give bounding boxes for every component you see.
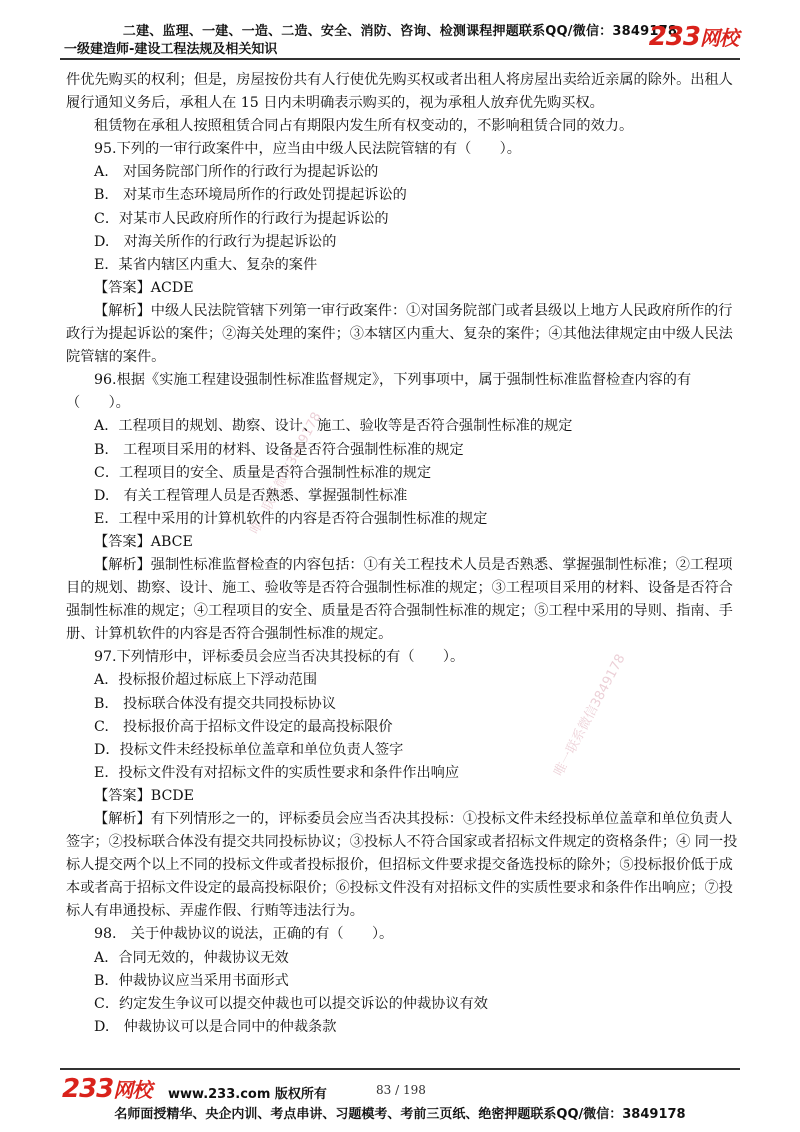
- question-stem: 98. 关于仲裁协议的说法，正确的有（ ）。: [94, 926, 394, 943]
- answer: 【答案】ACDE: [94, 279, 194, 296]
- option-d: D. 有关工程管理人员是否熟悉、掌握强制性标准: [94, 487, 408, 504]
- answer: 【答案】BCDE: [94, 787, 195, 804]
- option-d: D. 仲裁协议可以是合同中的仲裁条款: [94, 1018, 337, 1035]
- option-c: C. 投标报价高于招标文件设定的最高投标限价: [94, 718, 393, 735]
- option-e: E．某省内辖区内重大、复杂的案件: [94, 256, 318, 273]
- question-96: [66, 369, 738, 646]
- option-a: A. 对国务院部门所作的行政行为提起诉讼的: [94, 164, 379, 181]
- option-b: B. 工程项目采用的材料、设备是否符合强制性标准的规定: [94, 441, 464, 458]
- option-b: B. 对某市生态环境局所作的行政处罚提起诉讼的: [94, 187, 407, 204]
- analysis: 【解析】中级人民法院管辖下列第一审行政案件：①对国务院部门或者县级以上地方人民政府所作的行政行为提起诉讼的案件；②海关处理的案件；③本辖区内重大、复杂的案件；④其他法律规定由中级人民法院管辖的案件。: [66, 302, 733, 366]
- option-a: A．投标报价超过标底上下浮动范围: [94, 672, 318, 689]
- option-e: E．工程中采用的计算机软件的内容是否符合强制性标准的规定: [94, 510, 488, 527]
- question-stem: 97.下列情形中，评标委员会应当否决其投标的有（ ）。: [94, 649, 465, 666]
- header-subtitle: 一级建造师-建设工程法规及相关知识: [64, 42, 278, 57]
- option-b: B. 投标联合体没有提交共同投标协议: [94, 695, 336, 712]
- question-stem: 95.下列的一审行政案件中，应当由中级人民法院管辖的有（ ）。: [94, 141, 521, 158]
- header-contact-line: 二建、监理、一建、一造、二造、安全、消防、咨询、检测课程押题联系QQ/微信：3849178: [122, 24, 678, 39]
- option-d: D．投标文件未经投标单位盖章和单位负责人签字: [94, 741, 404, 758]
- footer-copyright: www.233.com 版权所有: [168, 1087, 327, 1102]
- question-97: [66, 646, 738, 923]
- document-body: [66, 69, 738, 1039]
- paragraph: 件优先购买的权利；但是，房屋按份共有人行使优先购买权或者出租人将房屋出卖给近亲属的除外。出租人履行通知义务后，承租人在 15 日内未明确表示购买的，视为承租人放弃优先购买权。: [66, 72, 733, 112]
- option-c: C．工程项目的安全、质量是否符合强制性标准的规定: [94, 464, 432, 481]
- question-stem: 96.根据《实施工程建设强制性标准监督规定》，下列事项中，属于强制性标准监督检查内容的有（ ）。: [66, 372, 692, 412]
- watermark: 唯一联系微信3849178: [551, 651, 629, 779]
- option-c: C．约定发生争议可以提交仲裁也可以提交诉讼的仲裁协议有效: [94, 995, 488, 1012]
- question-98: [66, 923, 738, 1038]
- page-number: 83 / 198: [376, 1083, 426, 1097]
- watermark: 唯一联系微信3849178: [247, 409, 325, 537]
- footer-contact-line: 名师面授精华、央企内训、考点串讲、习题模考、考前三页纸、绝密押题联系QQ/微信：3849178: [114, 1107, 686, 1122]
- footer-divider: [60, 1068, 740, 1070]
- brand-logo-header: 233网校: [648, 22, 738, 52]
- analysis: 【解析】有下列情形之一的，评标委员会应当否决其投标：①投标文件未经投标单位盖章和单位负责人签字；②投标联合体没有提交共同投标协议；③投标人不符合国家或者招标文件规定的资格条件；④ 同一投标人提交两个以上不同的投标文件或者投标报价，但招标文件要求提交备选投标的除外；⑤投标报价低于成本或者高于招标文件设定的最高投标限价；⑥投标文件没有对招标文件的实质性要求和条件作出响应；⑦投标人有串通投标、弄虚作假、行贿等违法行为。: [66, 811, 738, 920]
- question-95: [66, 138, 738, 369]
- option-c: C．对某市人民政府所作的行政行为提起诉讼的: [94, 210, 389, 227]
- paragraph: 租赁物在承租人按照租赁合同占有期限内发生所有权变动的，不影响租赁合同的效力。: [94, 118, 634, 135]
- option-d: D. 对海关所作的行政行为提起诉讼的: [94, 233, 337, 250]
- option-a: A．合同无效的，仲裁协议无效: [94, 949, 289, 966]
- analysis: 【解析】强制性标准监督检查的内容包括：①有关工程技术人员是否熟悉、掌握强制性标准；②工程项目的规划、勘察、设计、施工、验收等是否符合强制性标准的规定；③工程项目采用的材料、设备是否符合强制性标准的规定；④工程项目的安全、质量是否符合强制性标准的规定；⑤工程中采用的导则、指南、手册、计算机软件的内容是否符合强制性标准的规定。: [66, 556, 733, 643]
- option-b: B．仲裁协议应当采用书面形式: [94, 972, 289, 989]
- answer: 【答案】ABCE: [94, 533, 193, 550]
- option-a: A．工程项目的规划、勘察、设计、施工、验收等是否符合强制性标准的规定: [94, 418, 573, 435]
- header-divider: [60, 58, 740, 60]
- brand-logo-footer: 233网校: [62, 1074, 152, 1104]
- option-e: E．投标文件没有对招标文件的实质性要求和条件作出响应: [94, 764, 460, 781]
